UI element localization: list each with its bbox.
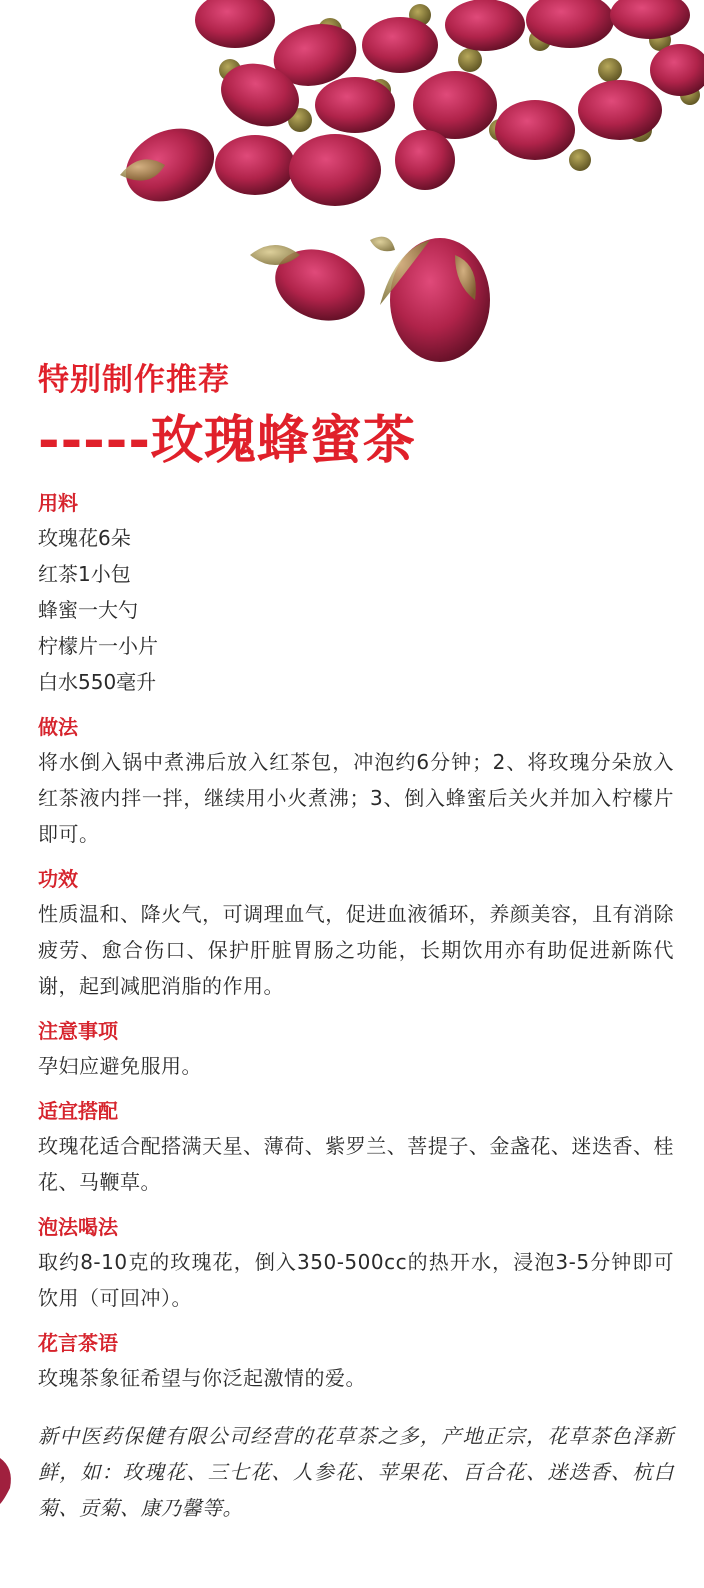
pairing-text: 玫瑰花适合配搭满天星、薄荷、紫罗兰、菩提子、金盏花、迷迭香、桂花、马鞭草。 bbox=[38, 1134, 674, 1194]
ingredient-item: 红茶1小包 bbox=[38, 562, 131, 586]
ingredients-heading: 用料 bbox=[38, 491, 78, 515]
ingredient-item: 白水550毫升 bbox=[38, 670, 157, 694]
ingredient-item: 蜂蜜一大勺 bbox=[38, 598, 138, 622]
flower-language-text: 玫瑰茶象征希望与你泛起激情的爱。 bbox=[38, 1366, 366, 1390]
ingredient-item: 柠檬片一小片 bbox=[38, 634, 158, 658]
method-section bbox=[38, 710, 674, 852]
effects-text: 性质温和、降火气，可调理血气，促进血液循环，养颜美容，且有消除疲劳、愈合伤口、保护肝脏胃肠之功能，长期饮用亦有助促进新陈代谢，起到减肥消脂的作用。 bbox=[38, 902, 674, 998]
effects-heading: 功效 bbox=[38, 867, 78, 891]
notes-heading: 注意事项 bbox=[38, 1019, 118, 1043]
ingredient-item: 玫瑰花6朵 bbox=[38, 526, 131, 550]
notes-text: 孕妇应避免服用。 bbox=[38, 1054, 202, 1078]
recipe-article bbox=[38, 358, 674, 1526]
brewing-heading: 泡法喝法 bbox=[38, 1215, 118, 1239]
notes-section bbox=[38, 1014, 674, 1084]
brewing-text: 取约8-10克的玫瑰花，倒入350-500cc的热开水，浸泡3-5分钟即可饮用（可回冲）。 bbox=[38, 1250, 674, 1310]
subtitle: 特别制作推荐 bbox=[38, 362, 230, 398]
flower-language-section bbox=[38, 1326, 674, 1396]
brewing-section bbox=[38, 1210, 674, 1316]
effects-section bbox=[38, 862, 674, 1004]
rose-petal-decoration bbox=[0, 1448, 18, 1508]
method-text: 将水倒入锅中煮沸后放入红茶包，冲泡约6分钟；2、将玫瑰分朵放入红茶液内拌一拌，继续用小火煮沸；3、倒入蜂蜜后关火并加入柠檬片即可。 bbox=[38, 750, 674, 846]
pairing-heading: 适宜搭配 bbox=[38, 1099, 118, 1123]
method-heading: 做法 bbox=[38, 715, 78, 739]
page-title: -----玫瑰蜂蜜茶 bbox=[38, 411, 416, 471]
rose-buds-image bbox=[0, 0, 704, 400]
company-footer-note: 新中医药保健有限公司经营的花草茶之多，产地正宗，花草茶色泽新鲜，如：玫瑰花、三七花、人参花、苹果花、百合花、迷迭香、杭白菊、贡菊、康乃馨等。 bbox=[38, 1424, 674, 1520]
ingredients-section bbox=[38, 486, 674, 700]
pairing-section bbox=[38, 1094, 674, 1200]
flower-language-heading: 花言茶语 bbox=[38, 1331, 118, 1355]
